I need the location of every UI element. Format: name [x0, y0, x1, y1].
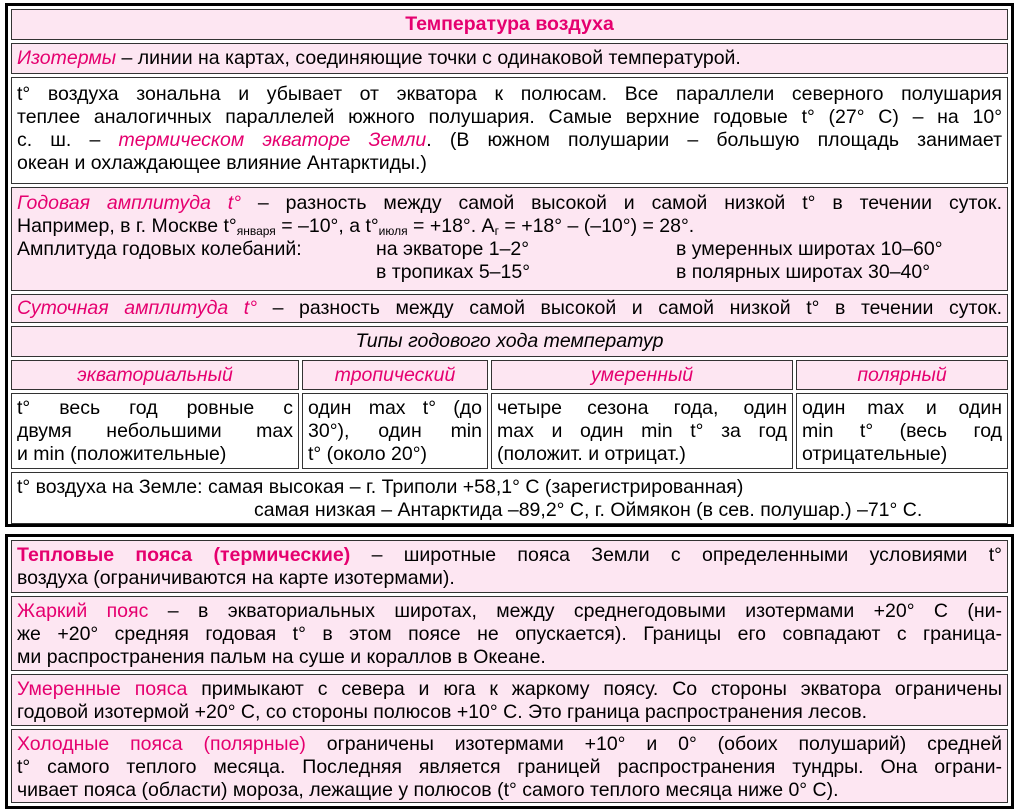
cold-belts-line-1 — [17, 733, 1002, 756]
thermal-belts-text-1: – широтные пояса Земли с определенными условиями t° — [350, 544, 1002, 566]
amplitude-equator: на экваторе 1–2° — [376, 238, 530, 260]
records-line-2: самая низкая – Антарктида –89,2° С, г. Оймякон (в сев. полушар.) –71° С. — [254, 499, 923, 521]
zonal-line-2: теплее аналогичных параллелей южного полушария. Самые верхние годовые t° (27° С) – на 10° — [17, 106, 1002, 128]
hot-belt-text-1: – в экваториальных широтах, между среднегодовыми изотермами +20° С (ни- — [148, 600, 1002, 622]
cold-belts-row — [11, 729, 1008, 803]
equatorial-line-3: и min (положительные) — [17, 443, 227, 465]
daily-amplitude-def — [17, 295, 1002, 322]
type-name-temperate: умеренный — [590, 364, 694, 386]
annual-amplitude-example — [17, 215, 1002, 238]
amplitude-tropics: в тропиках 5–15° — [376, 261, 531, 283]
example-sub-july: июля — [378, 224, 408, 238]
thermal-belts-row — [11, 540, 1008, 593]
hot-belt-row — [11, 596, 1008, 671]
type-body-tropical — [302, 393, 488, 469]
temperate-belts-line-1 — [17, 678, 1002, 701]
thermal-equator-term: термическом экваторе Земли — [118, 129, 427, 151]
title-row — [11, 9, 1008, 40]
amplitude-polar: в полярных широтах 30–40° — [676, 261, 931, 283]
type-body-equatorial — [11, 393, 299, 469]
type-name-polar: полярный — [857, 364, 947, 386]
tropical-line-1: один max t° (до — [308, 397, 482, 419]
tropical-line-3: t° (около 20°) — [308, 443, 427, 465]
temperate-belts-row — [11, 674, 1008, 726]
thermal-belts-box — [5, 534, 1014, 809]
equatorial-line-1: t° весь год ровные с — [17, 397, 293, 419]
example-pre: Например, в г. Москве t° — [17, 215, 237, 237]
example-mid-2: = +18°. А — [407, 215, 495, 237]
type-head-equatorial — [11, 360, 299, 390]
type-body-polar — [796, 393, 1008, 469]
zonal-line-3-pre: с. ш. – — [17, 129, 119, 151]
example-mid-1: = –10°, а t° — [275, 215, 379, 237]
temperate-line-1: четыре сезона года, один — [497, 397, 787, 419]
tropical-line-2: 30°), один min — [308, 420, 482, 442]
polar-line-1: один max и один — [802, 397, 1002, 419]
polar-line-2: min t° (весь год — [802, 420, 1002, 442]
hot-belt-line-3: ми распространения пальм на суше и кораллов в Океане. — [17, 646, 546, 668]
example-post: = +18° – (–10°) = 28°. — [498, 215, 695, 237]
air-temperature-box — [5, 3, 1014, 527]
annual-amplitude-term: Годовая амплитуда t° — [17, 192, 241, 214]
example-sub-g: г — [494, 224, 499, 238]
zonal-line-3 — [17, 129, 1002, 152]
temperate-belts-term: Умеренные пояса — [17, 678, 188, 700]
types-title: Типы годового хода температур — [355, 330, 664, 352]
type-head-polar — [796, 360, 1008, 390]
cold-belts-line-3: чивает пояса (области) мороза, лежащие у полюсов (t° самого теплого месяца ниже 0° С). — [17, 779, 839, 801]
page-title: Температура воздуха — [405, 13, 614, 35]
isotherms-term: Изотермы — [17, 47, 117, 69]
zonal-line-1: t° воздуха зональна и убывает от экватора к полюсам. Все параллели северного полушария — [17, 83, 1002, 105]
annual-amplitude-def — [17, 192, 1002, 215]
equatorial-line-2: двумя небольшими max — [17, 420, 293, 442]
type-head-tropical — [302, 360, 488, 390]
annual-amplitude-row — [11, 187, 1008, 291]
temperate-line-3: (положит. и отрицат.) — [497, 443, 686, 465]
thermal-belts-line-1 — [17, 544, 1002, 567]
types-title-row — [11, 326, 1008, 357]
annual-amplitude-text: – разность между самой высокой и самой низкой t° в течении суток. — [241, 192, 1002, 214]
amplitude-line-1 — [17, 238, 1002, 261]
cold-belts-line-2: t° самого теплого месяца. Последняя является границей распространения тундры. Она ограни- — [17, 756, 1002, 778]
amplitude-line-2 — [17, 261, 1002, 284]
daily-amplitude-term: Суточная амплитуда t° — [17, 297, 258, 319]
hot-belt-term: Жаркий пояс — [17, 600, 149, 622]
daily-amplitude-text: – разность между самой высокой и самой низкой t° в течении суток. — [257, 297, 1002, 319]
records-row — [11, 472, 1008, 524]
temperate-belts-text-1: примыкают с севера и юга к жаркому поясу. Со стороны экватора ограничены — [187, 678, 1002, 700]
type-body-temperate — [491, 393, 793, 469]
cold-belts-term: Холодные пояса (полярные) — [17, 733, 306, 755]
temperate-line-2: max и один min t° за год — [497, 420, 787, 442]
type-head-temperate — [491, 360, 793, 390]
zonal-line-4: океан и охлаждающее влияние Антарктиды.) — [17, 152, 427, 174]
type-name-equatorial: экваториальный — [77, 364, 233, 386]
temperate-belts-line-2: годовой изотермой +20° С, со стороны полюсов +10° С. Это граница распространения лесов. — [17, 701, 868, 723]
hot-belt-line-1 — [17, 600, 1002, 623]
polar-line-3: отрицательные) — [802, 443, 948, 465]
amplitude-label: Амплитуда годовых колебаний: — [17, 238, 302, 260]
cold-belts-text-1: ограничены изотермами +10° и 0° (обоих полушарий) средней — [305, 733, 1002, 755]
zonal-row — [11, 77, 1008, 184]
daily-amplitude-row — [11, 294, 1008, 323]
hot-belt-line-2: же +20° средняя годовая t° в этом поясе не опускается). Границы его совпадают с границa- — [17, 623, 1002, 645]
type-name-tropical: тропический — [334, 364, 456, 386]
isotherms-text: – линии на картах, соединяющие точки с одинаковой температурой. — [116, 47, 741, 69]
example-sub-january: января — [236, 224, 276, 238]
amplitude-temperate: в умеренных широтах 10–60° — [676, 238, 943, 260]
thermal-belts-line-2: воздуха (ограничиваются на карте изотермами). — [17, 567, 455, 589]
records-line-1: t° воздуха на Земле: самая высокая – г. Триполи +58,1° С (зарегистрированная) — [17, 476, 744, 498]
zonal-line-3-post: . (В южном полушарии – большую площадь занимает — [426, 129, 1002, 151]
isotherms-row — [11, 43, 1008, 74]
thermal-belts-term: Тепловые пояса (термические) — [17, 544, 351, 566]
